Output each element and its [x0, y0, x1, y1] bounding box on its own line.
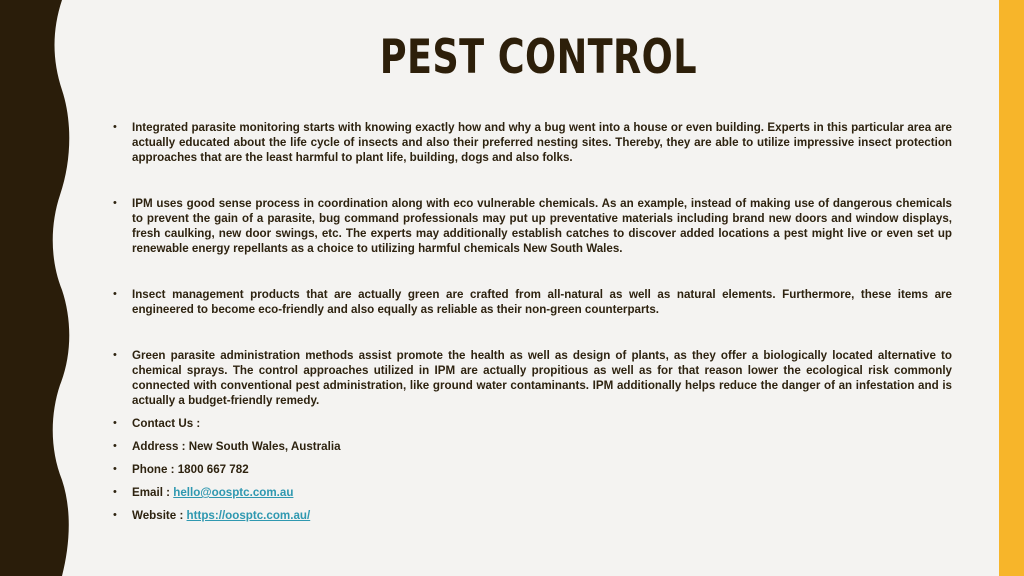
- list-item: • Green parasite administration methods assist promote the health as well as design of plants, as they offer a biologically located alternative to chemical sprays. The control approaches utilized in IPM are actually propitious as well as for that reason lower the ecological risk commonly connected with conventional pest administration, like ground water contaminants. IPM additionally helps reduce the danger of an infestation and is actually a budget-friendly remedy.: [110, 348, 952, 408]
- list-item: • IPM uses good sense process in coordination along with eco vulnerable chemicals. As an example, instead of making use of dangerous chemicals to prevent the gain of a parasite, bug command professionals may put up preventative materials including brand new doors and window displays, fresh caulking, new door swings, etc. The experts may additionally establish catches to discover added locations a pest might live or even set up renewable energy repellants as a choice to utilizing harmful chemicals New South Wales.: [110, 196, 952, 256]
- contact-email: [110, 485, 952, 500]
- website-link[interactable]: https://oosptc.com.au/: [186, 509, 311, 522]
- bullet-list: [110, 120, 952, 531]
- contact-phone: • Phone : 1800 667 782: [110, 462, 952, 477]
- list-item: • Insect management products that are actually green are crafted from all-natural as well as natural elements. Furthermore, these items are engineered to become eco-friendly and also equally as reliable as their non-green counterparts.: [110, 287, 952, 317]
- email-label: Email :: [132, 486, 174, 499]
- left-wave-decoration: [0, 0, 80, 576]
- list-item: • Integrated parasite monitoring starts with knowing exactly how and why a bug went into a house or even building. Experts in this particular area are actually educated about the life cycle of insects and also their preferred nesting sites. Thereby, they are able to utilize impressive insect protection approaches that are the least harmful to plant life, building, dogs and also folks.: [110, 120, 952, 165]
- right-accent-bar: [999, 0, 1024, 576]
- contact-website: [110, 508, 952, 523]
- contact-address: • Address : New South Wales, Australia: [110, 439, 952, 454]
- email-link[interactable]: hello@oosptc.com.au: [173, 486, 294, 499]
- website-label: Website :: [132, 509, 187, 522]
- page-title: PEST CONTROL: [379, 30, 697, 85]
- contact-heading: • Contact Us :: [110, 416, 952, 431]
